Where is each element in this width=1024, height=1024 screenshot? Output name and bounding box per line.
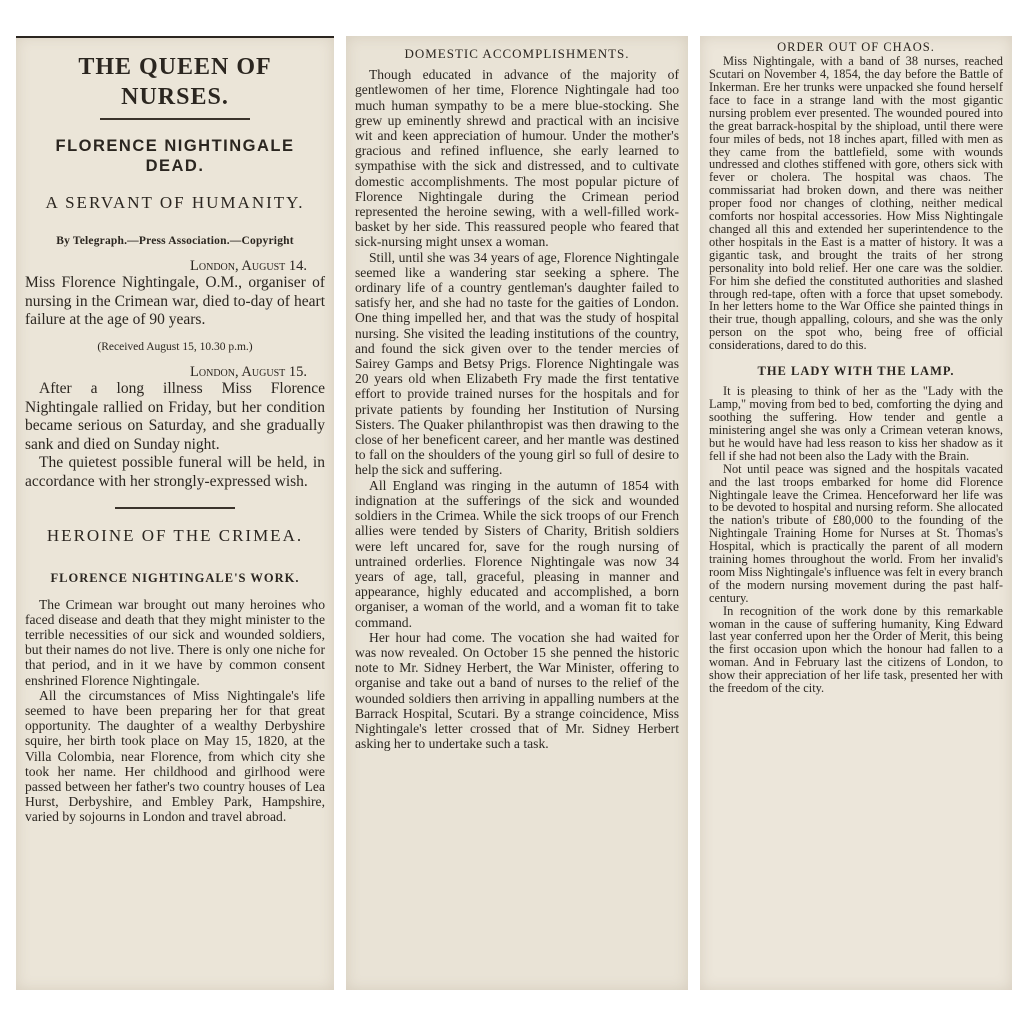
clipping-column-2: [346, 36, 688, 990]
paragraph: All the circumstances of Miss Nightingale's life seemed to have been preparing her for that great opportunity. The daughter of a wealthy Derbyshire squire, her birth took place on May 15, 1820, at the Villa Colombia, near Florence, from which city she took her name. Her childhood and girlhood were passed between her father's two country houses of Lea Hurst, Derbyshire, and Embley Park, Hampshire, varied by sojourns in London and travel abroad.: [25, 687, 325, 825]
paragraph: The quietest possible funeral will be held, in accordance with her strongly-expressed wish.: [25, 454, 325, 490]
paragraph: It is pleasing to think of her as the "Lady with the Lamp," moving from bed to bed, comforting the dying and soothing the suffering. How tender and gentle a ministering angel she was only a Crimean veteran knows, but he would have had less reason to kiss her shadow as it fell if she had not been also the Lady with the Brain.: [709, 384, 1003, 463]
article-title: THE QUEEN OF NURSES.: [78, 54, 272, 110]
headline-death: FLORENCE NIGHTINGALE DEAD.: [55, 137, 295, 175]
dateline-august-15: London, August 15.: [190, 364, 307, 381]
clipping-column-3: [700, 36, 1012, 990]
paragraph: Still, until she was 34 years of age, Florence Nightingale seemed like a wandering star seeking a sphere. The ordinary life of a country gentleman's daughter failed to satisfy her, and she had no taste for the gaities of London. One thing impelled her, and that was the study of hospital nursing. She visited the leading institutions of the country, and found the sick given over to the tender mercies of Sairey Gamps and Betsy Prigs. Florence Nightingale was 20 years old when Elizabeth Fry made the first tentative effort to provide trained nurses for the hospitals and for private patients by founding her Institution of Nursing Sisters. The Quaker philanthropist was then drawing to the close of her beneficent career, and her mantle was destined to fall on the shoulders of the young girl so full of desire to help the sick and suffering.: [355, 249, 679, 478]
paragraph: Miss Nightingale, with a band of 38 nurses, reached Scutari on November 4, 1854, the day before the Battle of Inkerman. Ere her trunks were unpacked she found herself face to face in a strange land with the most gigantic nursing problem ever presented. The wounded poured into the great barrack-hospital by the shipload, until there were four miles of beds, not 18 inches apart, filled with men as they came from the battlefield, some with wounds undressed and clothes stiffened with gore, others sick with fever or cholera. The hospital was chaos. The commissariat had broken down, and there was neither proper food nor changes of clothing, neither medical comforts nor hospital accessories. How Miss Nightingale changed all this and extended her superintendence to the other hospitals in the East is a matter of history. It was a gigantic task, and brought the traits of her strong personality into bold relief. Her one care was the soldier. For him she defied the constituted authorities and slashed through red-tape, often with a force that upset somebody. In her letters home to the War Office she painted things in their true, though appalling, colours, and she was the only person on the spot who, being free of official considerations, dared to do this.: [709, 54, 1003, 353]
received-note: (Received August 15, 10.30 p.m.): [97, 340, 253, 353]
headline-crimea: HEROINE OF THE CRIMEA.: [46, 526, 304, 546]
heading-order: ORDER OUT OF CHAOS.: [777, 40, 935, 54]
paragraph: Though educated in advance of the majority of gentlewomen of her time, Florence Nightingale had too much human sympathy to be a mere blue-stocking. She grew up eminently shrewd and practical with an incisive wit and keen appreciation of humour. Under the mother's gracious and refined influence, she early learned to sympathise with the sick and distressed, and to cultivate domestic accomplishments. The most popular picture of Florence Nightingale during the Crimean period represented the heroine sewing, with a well-filled work-basket by her side. This reassured people who feared that sick-nursing might unsex a woman.: [355, 67, 679, 250]
paragraph: Not until peace was signed and the hospitals vacated and the last troops embarked for home did Florence Nightingale leave the Crimea. Henceforward her life was to be devoted to hospital and nursing reform. She allocated the nation's tribute of £80,000 to the founding of the Nightingale Training Home for Nurses at St. Thomas's Hospital, which is practically the parent of all modern training homes throughout the world. From her invalid's room Miss Nightingale's influence was felt in every branch of the modern nursing movement during the past half-century.: [709, 461, 1003, 605]
headline-servant: A SERVANT OF HUMANITY.: [45, 193, 305, 212]
divider: [115, 507, 235, 509]
paragraph: The Crimean war brought out many heroines who faced disease and death that they might minister to the terrible necessities of our sick and wounded soldiers, but their names do not live. There is only one niche for that period, and in it we have by common consent enshrined Florence Nightingale.: [25, 596, 325, 688]
paragraph: Her hour had come. The vocation she had waited for was now revealed. On October 15 she penned the historic note to Mr. Sidney Herbert, the War Minister, offering to organise and take out a band of nurses to the relief of the wounded soldiers then arriving in appalling numbers at the Barrack Hospital, Scutari. By a strange coincidence, Miss Nightingale's letter crossed that of Mr. Sidney Herbert asking her to undertake such a task.: [355, 629, 679, 752]
dateline-august-14: London, August 14.: [190, 258, 307, 275]
paragraph: All England was ringing in the autumn of 1854 with indignation at the sufferings of the sick and wounded soldiers in the Crimea. While the sick troops of our French allies were tended by Sisters of Charity, British soldiers were left uncared for, save for the rough nursing of untrained orderlies. Florence Nightingale was now 34 years of age, tall, graceful, pleasing in manner and appearance, highly educated and accomplished, a born organiser, a woman of the world, and a woman fit to take command.: [355, 477, 679, 630]
clipping-column-1: [16, 36, 334, 990]
heading-lady-lamp: THE LADY WITH THE LAMP.: [757, 364, 955, 379]
heading-domestic: DOMESTIC ACCOMPLISHMENTS.: [404, 46, 630, 61]
divider: [100, 118, 250, 120]
subheading-work: FLORENCE NIGHTINGALE'S WORK.: [50, 571, 300, 586]
paragraph: Miss Florence Nightingale, O.M., organiser of nursing in the Crimean war, died to-day of heart failure at the age of 90 years.: [25, 274, 325, 329]
paragraph: After a long illness Miss Florence Nightingale rallied on Friday, but her condition became serious on Saturday, and she gradually sank and died on Sunday night.: [25, 380, 325, 453]
top-rule: [16, 36, 334, 38]
byline: By Telegraph.—Press Association.—Copyright: [56, 235, 294, 247]
paragraph: In recognition of the work done by this remarkable woman in the cause of suffering humanity, King Edward last year conferred upon her the Order of Merit, this being the first occasion upon which the honour had fallen to a woman. And in February last the citizens of London, to show their appreciation of her life task, presented her with the freedom of the city.: [709, 603, 1003, 696]
